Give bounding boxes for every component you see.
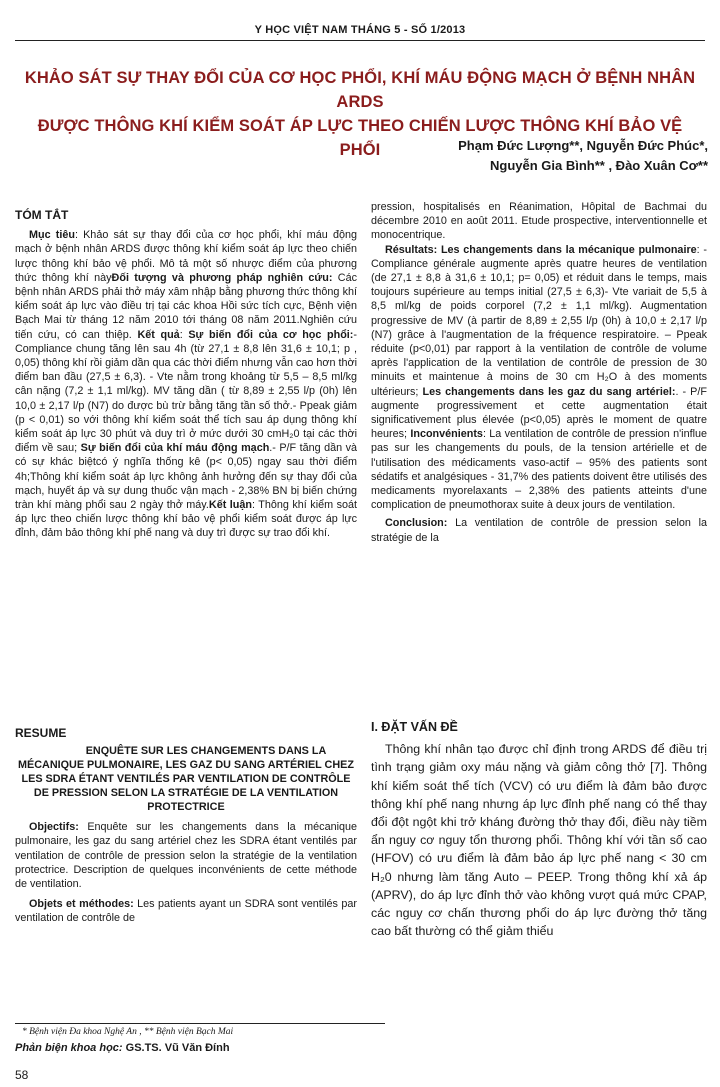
resume-meth-label: Objets et méthodes: — [29, 898, 134, 911]
resume-gas-label: Les changements dans les gaz du sang artériel: — [422, 385, 676, 398]
running-head: Y HỌC VIỆT NAM THÁNG 5 - SỐ 1/2013 — [254, 24, 466, 36]
introduction — [371, 720, 707, 940]
conclusion-label: Kết luận — [208, 499, 252, 512]
resume-inconv-text: : La ventilation de contrôle de pression n'influe pas sur les changements du pouls, de la tension artérielle et de l'utilisation des médicaments vaso-actif – 95% des patients sont sédatifs et analgésiques - 31,7% des patients doivent être utilisés des medicaments myorelaxants – 2,38% des patients atteints d'une complication de pneumothorax suite à deux jours de ventilation. — [371, 428, 707, 512]
resume-concl-label: Conclusion: — [385, 517, 448, 530]
reviewer-label: Phản biện khoa học: — [15, 1042, 123, 1054]
resume-results — [371, 243, 707, 513]
resume-heading: RESUME — [15, 726, 67, 740]
author-list — [248, 136, 708, 176]
resume-res-label: Résultats: Les changements dans la mécanique pulmonaire — [385, 243, 697, 256]
authors-line-1: Phạm Đức Lượng**, Nguyễn Đức Phúc*, — [458, 138, 708, 153]
resume-meth-text: Les patients ayant un SDRA sont ventilés par ventilation de contrôle de — [15, 898, 357, 925]
abstract-vi-heading: TÓM TẮT — [15, 208, 69, 222]
abstract-vi — [15, 208, 357, 541]
resume-methods — [15, 897, 357, 925]
authors-line-2: Nguyễn Gia Bình** , Đào Xuân Cơ** — [490, 158, 708, 173]
resume-conclusion — [371, 516, 707, 544]
title-line-2: ĐƯỢC THÔNG KHÍ KIỂM SOÁT ÁP LỰC THEO CHIẾN LƯỢC THÔNG KHÍ BẢO VỆ PHỔI — [37, 117, 683, 159]
objective-text: : Khảo sát sự thay đổi của cơ học phổi, khí máu động mạch ở bệnh nhân ARDS được thông khí kiểm soát áp lực theo chiến lược thông khí bảo vệ phổi. Mô tả một số nhược điểm của phương thức thông khí này — [15, 229, 357, 284]
results-label: Kết quả — [137, 328, 180, 341]
resume-concl-text: La ventilation de contrôle de pression selon la stratégie de la — [371, 517, 707, 544]
resume-obj-text: Enquête sur les changements dans la mécanique pulmonaire, les gaz du sang artériel chez les SDRA étant ventilés par ventilation de contrôle de pression selon la stratégie de la ventilation protectrice. Description de quelques inconvénients de cette méthode de ventilation. — [15, 821, 357, 891]
conclusion-text: : Thông khí kiểm soát áp lực theo chiến lược thông khí bảo vệ phổi kiểm soát được áp lực đỉnh, đảm bảo thông khí phế nang và duy trì được sự trao đổi khí. — [15, 499, 358, 540]
title-line-1: KHẢO SÁT SỰ THAY ĐỔI CỦA CƠ HỌC PHỔI, KHÍ MÁU ĐỘNG MẠCH Ở BỆNH NHÂN ARDS — [24, 69, 696, 111]
mechanics-text: - Compliance chung tăng lên sau 4h (từ 27,1 ± 8,8 lên 31,6 ± 10,1; p , 0,05) thông khí rồi giảm dần qua các thời điểm nhưng vẫn cao hơn thời điểm ban đầu (27,5 ± 6,3). - Vte nằm trong khoảng từ 5,5 – 8,5 ml/kg cân nặng (7,2 ± 1,1 ml/kg). MV tăng dần ( từ 8,89 ± 2,55 l/p (0h) lên 10,0 ± 2,17 l/p (N7) do được bù trừ bằng tăng tần số thở.- Ppeak giảm (p < 0,01) so với thông khí kiểm soát thể tích sau áp dụng thông khí kiểm soát áp lực 30 phút và duy trì ở mức dưới 30 cmH₂0 tại các thời điểm về sau; — [15, 328, 358, 455]
footnote-reviewer — [15, 1042, 230, 1054]
resume-objectives — [15, 820, 357, 891]
methods-text: Các bệnh nhân ARDS phải thở máy xâm nhập bằng phương thức thông khí kiểm soát áp lực vào điều trị tại các khoa Hồi sức tích cực, Bệnh viện Bạch Mai từ tháng 12 năm 2010 tới tháng 08 năm 2011.Nghiên cứu tiến cứu, có can thiệp. — [15, 271, 357, 341]
footnote-affiliations: * Bệnh viện Đa khoa Nghệ An , ** Bệnh viện Bạch Mai — [22, 1027, 234, 1037]
intro-text: Thông khí nhân tạo được chỉ định trong ARDS để điều trị tình trạng giảm oxy máu nặng và giảm công thở [7]. Thông khí kiểm soát thể tích (VCV) có ưu điểm là đảm bảo được thông khí phế nang nhưng áp lực đỉnh phế nang có thể thay đổi đột ngột khi trở kháng đường thở thay đổi, điều này tiềm ẩn nguy cơ nguy tổn thương phổi. Thông khí với tần số cao (HFOV) có ưu điểm là đảm bảo áp lực phế nang < 30 cm H₂0 nhưng làm tăng Auto – PEEP. Trong thông khí xả áp (APRV), do áp lực đỉnh thở vào không vượt quá mức CPAP, các nguy cơ chấn thương phổi do áp lực đường thở tăng cao bất thường có thể giảm thiểu — [371, 742, 707, 939]
resume-inconv-label: Inconvénients — [410, 428, 483, 441]
blood-gas-label: Sự biến đổi của khí máu động mạch — [80, 442, 270, 455]
objective-label: Mục tiêu — [29, 229, 75, 242]
resume-obj-label: Objectifs: — [29, 821, 79, 834]
page-number: 58 — [15, 1068, 29, 1082]
mechanics-label: Sự biến đổi của cơ học phổi: — [188, 328, 354, 341]
results-sep: : — [179, 328, 189, 341]
blood-gas-text: .- P/F tăng dần và có sự khác biệtcó ý nghĩa thống kê (p< 0,05) ngay sau thời điểm 4h;Thông khí kiểm soát áp lực không ảnh hưởng đến sự thay đổi của mạch, huyết áp và sự dung thuốc vận mạch - 2,38% BN bị biến chứng tràn khí màng phổi sau 2 ngày thở máy. — [15, 442, 357, 512]
resume-gas-text: . - P/F augmente progressivement et cette augmentation était significativement plus élevée (p<0,05) après le moment de quatre heures; — [371, 385, 707, 441]
intro-heading: I. ĐẶT VẤN ĐỀ — [371, 720, 458, 734]
header-divider — [15, 40, 705, 41]
abstract-vi-body — [15, 228, 357, 540]
footnote-divider — [15, 1023, 385, 1024]
resume-cont: pression, hospitalisés en Réanimation, Hôpital de Bachmai du décembre 2010 en août 2011. Etude prospective, interventionnelle et monocentrique. — [371, 201, 707, 242]
resume-fr — [15, 726, 357, 926]
resume-continued — [371, 200, 707, 545]
methods-label: Đối tượng và phương pháp nghiên cứu: — [111, 271, 333, 284]
resume-subtitle: ENQUÊTE SUR LES CHANGEMENTS DANS LA MÉCANIQUE PULMONAIRE, LES GAZ DU SANG ARTÉRIEL CHEZ LES SDRA ÉTANT VENTILÉS PAR VENTILATION DE CONTRÔLE DE PRESSION SELON LA STRATÉGIE DE LA VENTILATION PROTECTRICE — [18, 745, 354, 814]
resume-res-text: : - Compliance générale augmente après quatre heures de ventilation (de 27,1 ± 8,8 à 31,6 ± 10,1; p= 0,05) et réduit dans le temps, mais toujours supérieure au temps initial (27,5 ± 6,3)- Vte variait de 5,5 à 8,5 ml/kg de poids corporel (7,2 ± 1,1 ml/kg). Augmentation progressive de MV (à partir de 8,89 ± 2,55 l/p (0h) à 10,0 ± 2,17 l/p (N7) grâce à l'augmentation de la fréquence respiratoire. – Ppeak réduite (p<0,01) par rapport à la ventilation de contrôle de volume après l'application de la ventilation de contrôle de pression de 30 minuits et maintenue à moins de 30 cm H₂O à des moments ultérieurs; — [371, 243, 707, 398]
reviewer-name: GS.TS. Vũ Văn Đính — [122, 1042, 230, 1054]
